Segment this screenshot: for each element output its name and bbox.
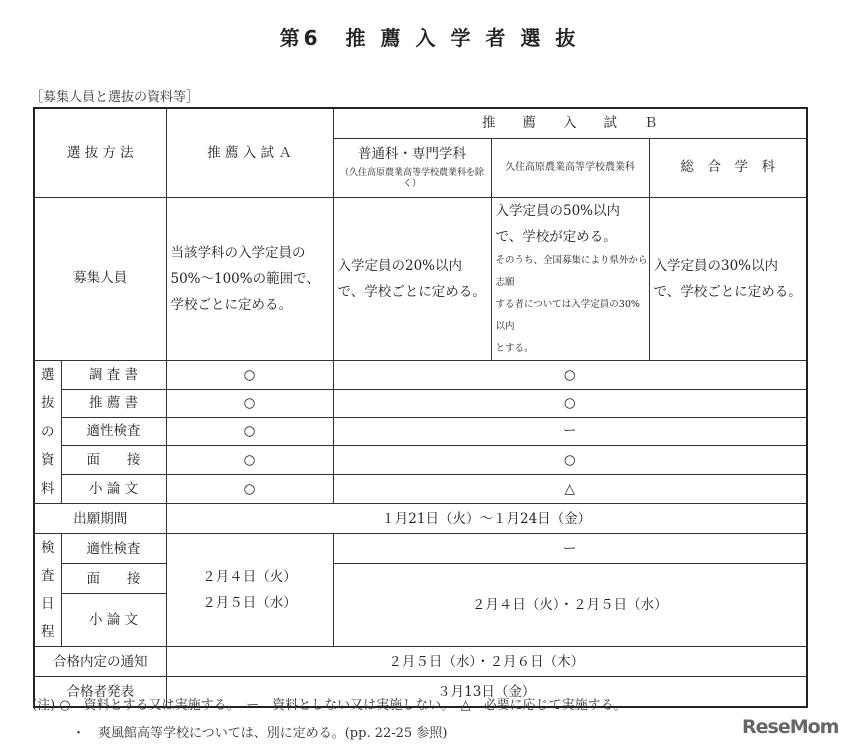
c: 査 [41,568,55,585]
section-subtitle: ［募集人員と選抜の資料等］ [30,90,200,105]
line: 入学定員の20%以内 [337,257,463,274]
material-label: 推 薦 書 [61,389,166,417]
page-title: 第6 推 薦 入 学 者 選 抜 [279,26,580,50]
material-a: ○ [166,417,333,445]
header-b1 [333,138,491,197]
capacity-label: 募集人員 [34,197,166,360]
exam-group [34,534,61,647]
materials-group [34,360,61,504]
header-b3: 総 合 学 科 [649,138,807,197]
c: 資 [41,452,55,469]
exam-label: 小 論 文 [61,594,166,647]
exam-b-aptitude: ー [333,534,807,564]
capacity-a [166,197,333,360]
material-b: △ [333,475,807,504]
material-a: ○ [166,475,333,504]
line: そのうち、全国募集により県外から志願 [495,254,648,288]
c: 程 [41,624,55,641]
line: で、学校ごとに定める。 [653,283,802,300]
announce-label: 合格者発表 [34,677,166,707]
footnote: ・ 爽風館高等学校については、別に定める。(pp. 22-25 参照) [72,726,448,741]
application-label: 出願期間 [34,504,166,534]
c: 料 [41,480,55,497]
header-b: 推 薦 入 試 Ｂ [333,108,807,138]
c: 選 [41,366,55,383]
capacity-b2 [491,197,649,360]
exam-label: 面 接 [61,564,166,594]
resemom-logo: ReseMom [742,716,839,738]
material-label: 適性検査 [61,417,166,445]
header-method: 選 抜 方 法 [34,108,166,197]
material-label: 面 接 [61,446,166,475]
material-b: ○ [333,360,807,389]
selection-table [33,107,808,708]
b1-label: 普通科・専門学科 [358,145,466,162]
material-a: ○ [166,389,333,417]
line: 学校ごとに定める。 [170,296,292,313]
capacity-b3 [649,197,807,360]
c: 抜 [41,395,55,412]
material-label: 調 査 書 [61,360,166,389]
capacity-b1 [333,197,491,360]
exam-a-dates [166,534,333,647]
line: 入学定員の50%以内 [495,202,621,219]
material-a: ○ [166,360,333,389]
b1-note: （久住高原農業高等学校農業科を除く） [339,167,484,189]
line: 入学定員の30%以内 [653,257,779,274]
announce-value: ３月13日（金） [166,677,807,707]
application-value: １月21日（火）～１月24日（金） [166,504,807,534]
notice-value: ２月５日（水）・２月６日（木） [166,647,807,677]
line: する者については入学定員の30%以内 [495,298,640,332]
line: とする。 [495,342,534,354]
line: で、学校ごとに定める。 [337,283,486,300]
line: 50%～100%の範囲で、 [170,270,320,287]
date: ２月４日（火） [202,569,297,586]
c: 日 [41,596,55,613]
legend-note: (注) ○ 資料とする又は実施する。 ー 資料としない又は実施しない。 △ 必要に応じて実施する。 [32,698,627,713]
exam-label: 適性検査 [61,534,166,564]
line: 当該学科の入学定員の [170,244,306,261]
material-b: ○ [333,389,807,417]
line: で、学校が定める。 [495,228,617,245]
material-a: ○ [166,446,333,475]
date: ２月５日（水） [202,595,297,612]
c: の [41,423,55,440]
material-b: ー [333,417,807,445]
material-b: ○ [333,446,807,475]
notice-label: 合格内定の通知 [34,647,166,677]
header-a: 推 薦 入 試 Ａ [166,108,333,197]
material-label: 小 論 文 [61,475,166,504]
exam-b-dates: ２月４日（火）・２月５日（水） [333,564,807,647]
c: 検 [41,540,55,557]
header-b2: 久住高原農業高等学校農業科 [491,138,649,197]
